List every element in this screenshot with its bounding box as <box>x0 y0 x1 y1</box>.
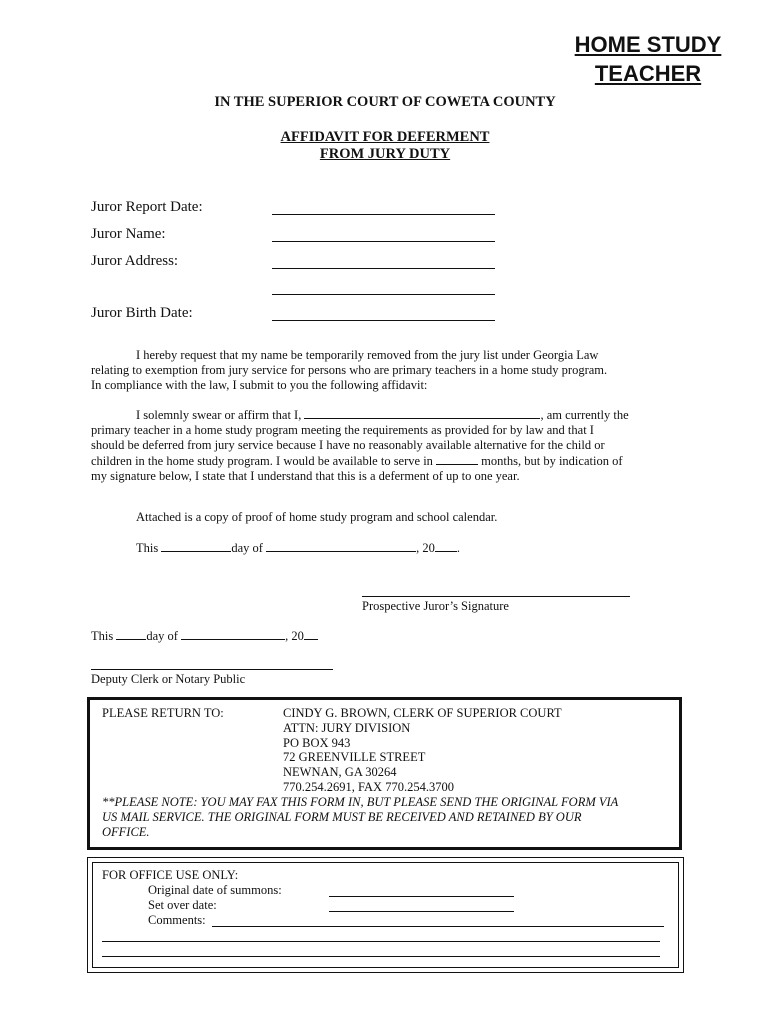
affidavit-line-1a: I solemnly swear or affirm that I, <box>136 408 305 422</box>
attached-statement: Attached is a copy of proof of home study program and school calendar. <box>136 510 498 524</box>
return-label: PLEASE RETURN TO: <box>102 706 224 720</box>
return-address <box>283 706 562 795</box>
form-title <box>0 129 770 163</box>
comments-field-line-2[interactable] <box>102 941 660 942</box>
address-field-line-2[interactable] <box>272 294 495 295</box>
request-paragraph <box>91 348 691 393</box>
clerk-year-field[interactable] <box>304 628 318 640</box>
clerk-dated-day-of: day of <box>146 629 182 643</box>
dated-day-of: day of <box>231 541 267 555</box>
clerk-label: Deputy Clerk or Notary Public <box>91 672 246 686</box>
affidavit-paragraph <box>91 407 691 484</box>
affiant-name-field[interactable] <box>304 407 540 419</box>
office-title: FOR OFFICE USE ONLY: <box>102 868 239 882</box>
address-field-line-1[interactable] <box>272 268 495 269</box>
name-label: Juror Name: <box>91 226 166 242</box>
corner-label <box>568 30 728 88</box>
request-line-2: relating to exemption from jury service for persons who are primary teachers in a home study program. <box>91 363 608 377</box>
signature-line[interactable] <box>362 596 630 597</box>
clerk-month-field[interactable] <box>181 628 285 640</box>
clerk-signature-line[interactable] <box>91 669 333 670</box>
return-address-line-5: NEWNAN, GA 30264 <box>283 765 397 780</box>
request-line-1: I hereby request that my name be temporarily removed from the jury list under Georgia Law <box>136 348 599 362</box>
court-heading: IN THE SUPERIOR COURT OF COWETA COUNTY <box>214 94 556 110</box>
comments-field-line-1[interactable] <box>212 926 664 927</box>
form-title-line-1: AFFIDAVIT FOR DEFERMENT <box>280 129 490 145</box>
address-label: Juror Address: <box>91 253 179 269</box>
clerk-dated-year: , 20 <box>285 629 304 643</box>
form-title-line-2: FROM JURY DUTY <box>319 146 451 162</box>
dated-year: , 20 <box>416 541 435 555</box>
dated-this: This <box>136 541 162 555</box>
dated-end: . <box>456 541 460 555</box>
request-line-3: In compliance with the law, I submit to you the following affidavit: <box>91 378 428 392</box>
fax-notice-line-1: **PLEASE NOTE: YOU MAY FAX THIS FORM IN, BUT PLEASE SEND THE ORIGINAL FORM VIA <box>102 795 619 809</box>
return-address-line-6: 770.254.2691, FAX 770.254.3700 <box>283 779 454 794</box>
affidavit-line-4a: children in the home study program. I would be available to serve in <box>91 454 437 468</box>
months-field[interactable] <box>436 453 478 465</box>
report-date-field[interactable] <box>272 214 495 215</box>
month-field[interactable] <box>266 540 416 552</box>
affidavit-line-3: should be deferred from jury service because I have no reasonably available alternative for the child or <box>91 438 605 452</box>
affidavit-line-2: primary teacher in a home study program meeting the requirements as provided for by law and that I <box>91 423 594 437</box>
return-address-line-3: PO BOX 943 <box>283 735 351 750</box>
set-over-field[interactable] <box>329 911 514 912</box>
return-address-line-1: CINDY G. BROWN, CLERK OF SUPERIOR COURT <box>283 706 562 720</box>
return-address-line-2: ATTN: JURY DIVISION <box>283 720 411 735</box>
year-field[interactable] <box>435 540 457 552</box>
fax-notice <box>102 795 618 839</box>
birth-date-field[interactable] <box>272 320 495 321</box>
dated-line <box>136 540 460 556</box>
clerk-dated-line <box>91 628 318 644</box>
original-date-label: Original date of summons: <box>148 883 282 897</box>
name-field[interactable] <box>272 241 495 242</box>
fax-notice-line-3: OFFICE. <box>102 824 150 839</box>
original-date-field[interactable] <box>329 896 514 897</box>
corner-label-line-2: TEACHER <box>594 61 702 86</box>
affidavit-line-4b: months, but by indication of <box>478 454 623 468</box>
day-field[interactable] <box>161 540 231 552</box>
clerk-dated-this: This <box>91 629 117 643</box>
set-over-label: Set over date: <box>148 898 217 912</box>
signature-label: Prospective Juror’s Signature <box>362 599 509 613</box>
report-date-label: Juror Report Date: <box>91 199 203 215</box>
clerk-day-field[interactable] <box>116 628 146 640</box>
affidavit-line-5: my signature below, I state that I understand that this is a deferment of up to one year. <box>91 469 520 483</box>
comments-field-line-3[interactable] <box>102 956 660 957</box>
birth-date-label: Juror Birth Date: <box>91 305 193 321</box>
comments-label: Comments: <box>148 913 206 927</box>
fax-notice-line-2: US MAIL SERVICE. THE ORIGINAL FORM MUST BE RECEIVED AND RETAINED BY OUR <box>102 809 582 824</box>
affidavit-line-1b: , am currently the <box>540 408 629 422</box>
corner-label-line-1: HOME STUDY <box>574 32 722 57</box>
return-address-line-4: 72 GREENVILLE STREET <box>283 750 426 765</box>
